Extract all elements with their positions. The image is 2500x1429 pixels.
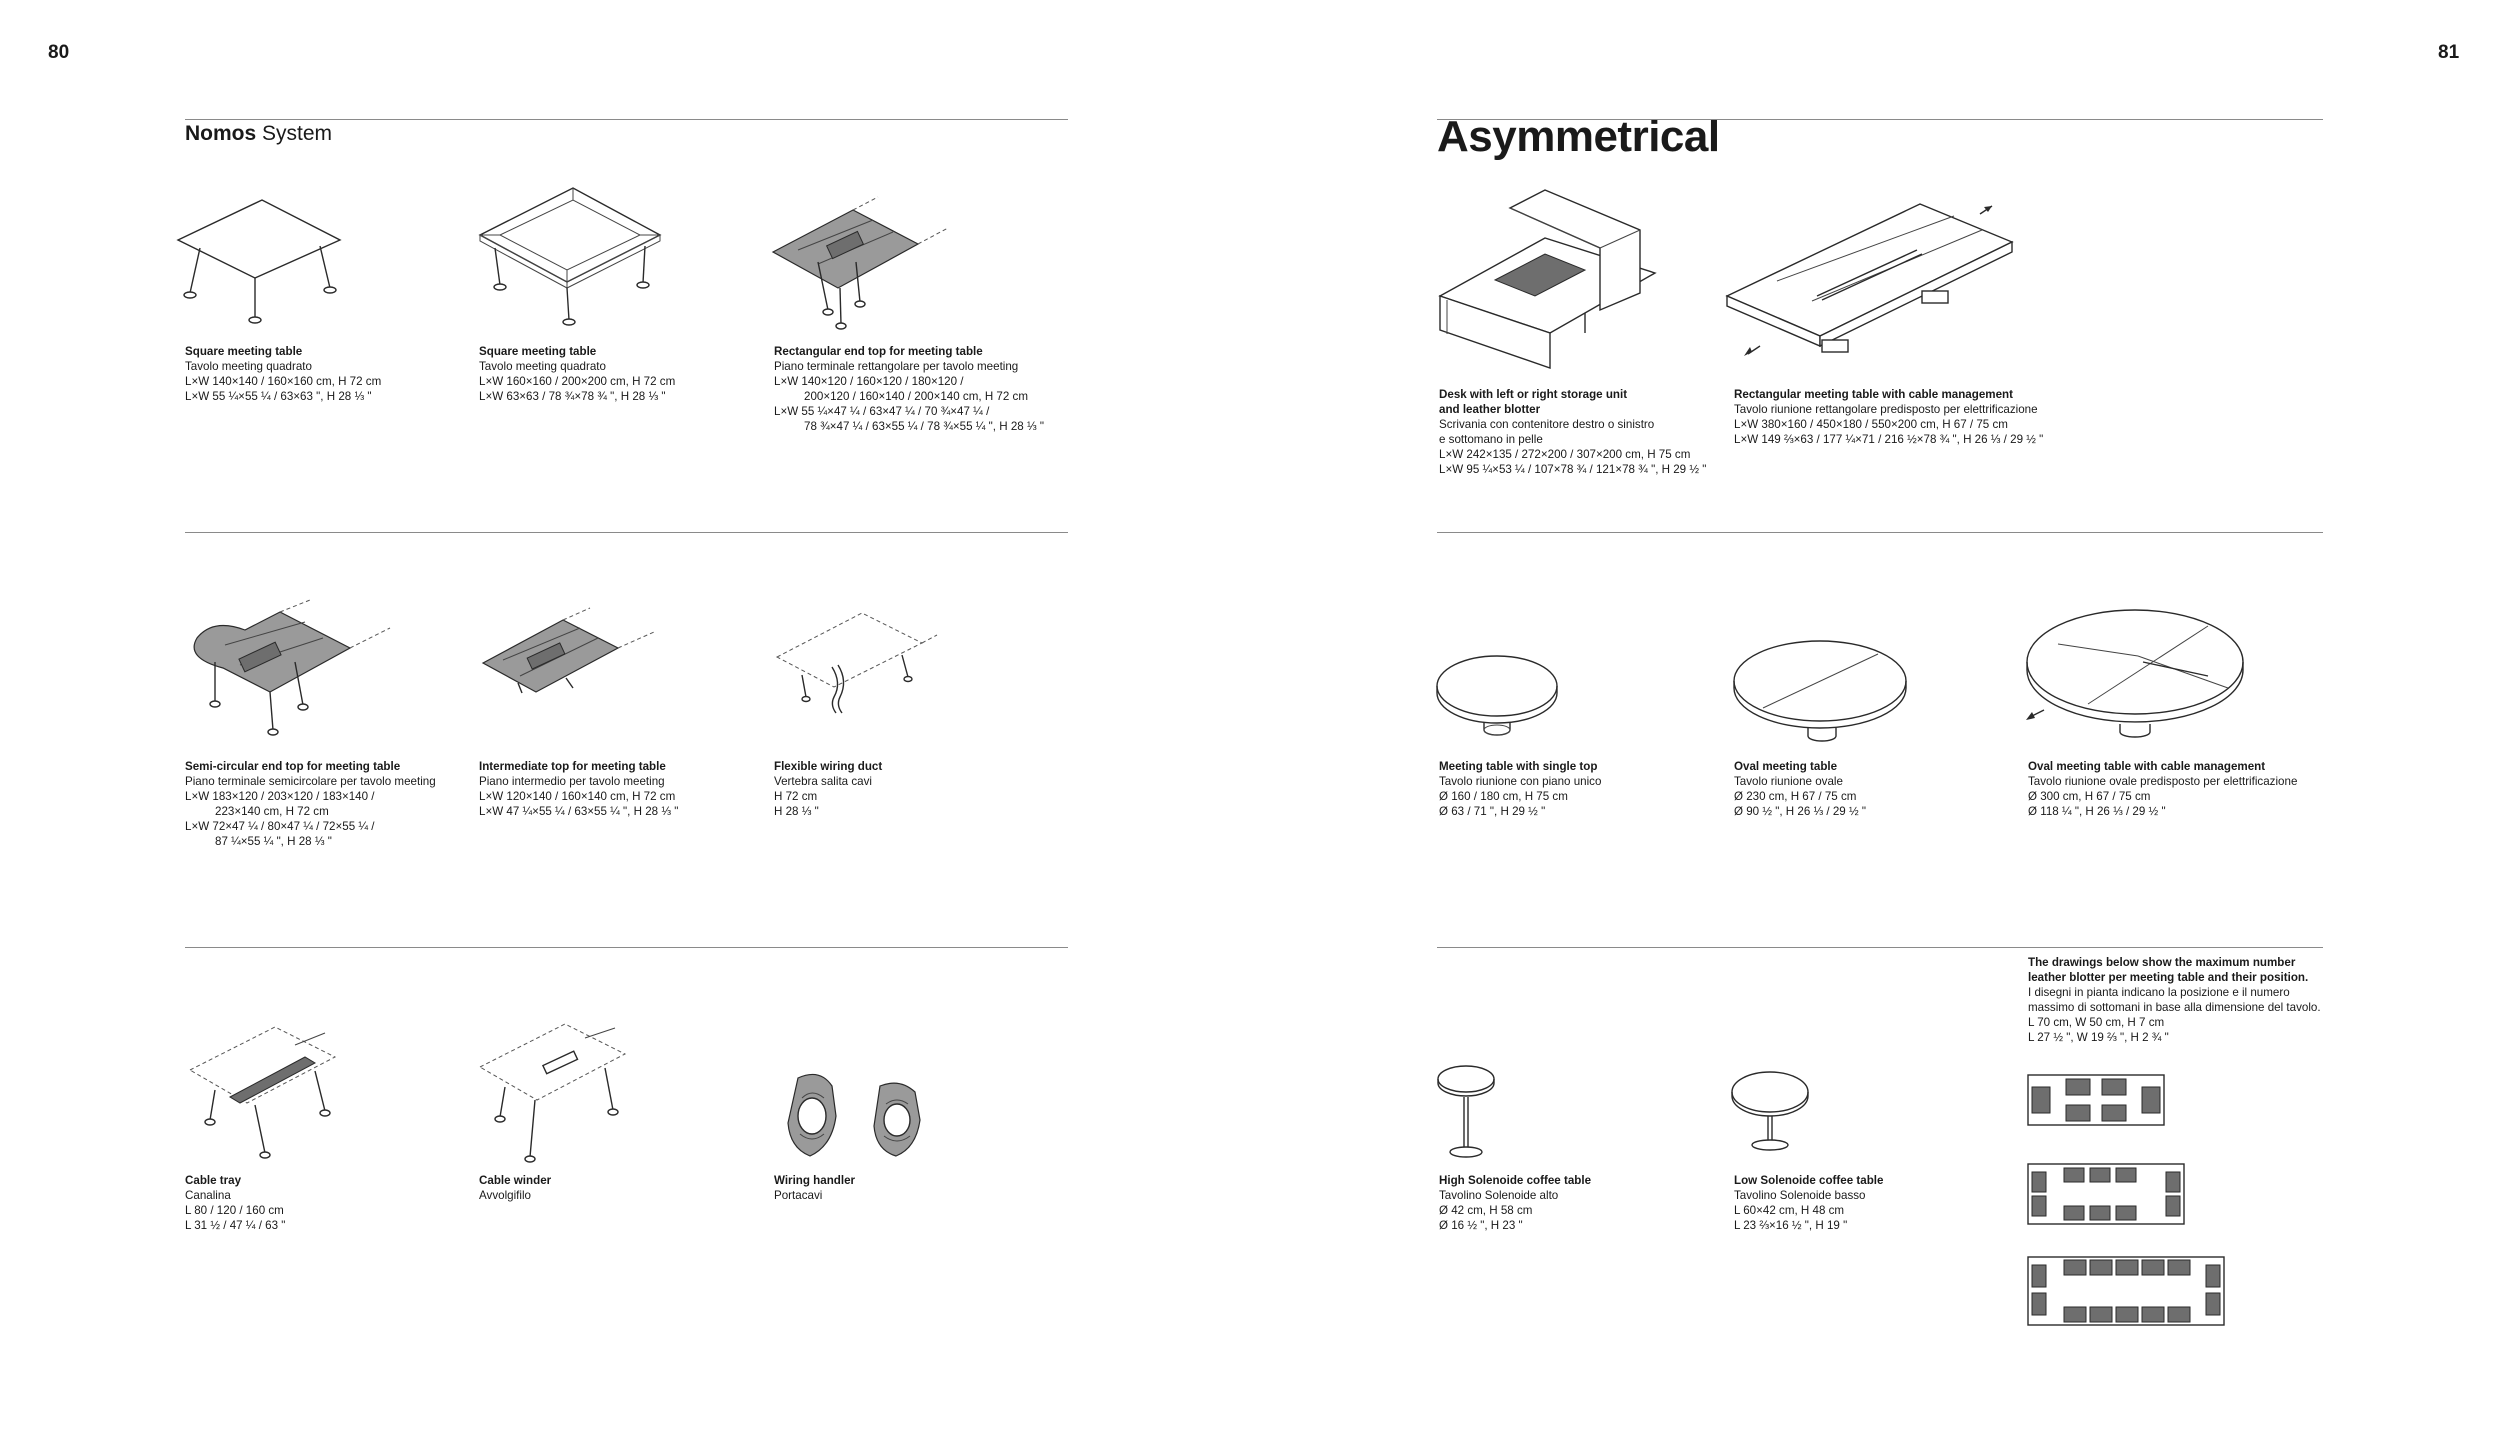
rule-left-mid xyxy=(185,532,1068,533)
caption-line: L×W 55 ¼×55 ¼ / 63×63 ", H 28 ⅓ " xyxy=(185,390,372,403)
caption-line: Canalina xyxy=(185,1189,231,1202)
square-table-140-drawing xyxy=(170,190,350,340)
caption-line: L×W 72×47 ¼ / 80×47 ¼ / 72×55 ¼ / xyxy=(185,820,375,833)
caption-cable-winder xyxy=(479,1173,551,1203)
caption-title: Cable winder xyxy=(479,1174,552,1187)
caption-title: Intermediate top for meeting table xyxy=(479,760,666,773)
rule-right-top xyxy=(1437,119,2323,120)
caption-line: H 28 ⅓ " xyxy=(774,805,819,818)
high-coffee-table-drawing xyxy=(1434,1063,1504,1163)
square-table-160-drawing xyxy=(475,180,665,340)
caption-line: Vertebra salita cavi xyxy=(774,775,872,788)
caption-square-table-140 xyxy=(185,344,381,404)
caption-line: Tavolino Solenoide alto xyxy=(1439,1189,1559,1202)
note-bold-line: leather blotter per meeting table and their position. xyxy=(2028,971,2309,984)
page-number-right: 81 xyxy=(2438,42,2460,63)
caption-line: L×W 140×120 / 160×120 / 180×120 / xyxy=(774,375,964,388)
low-coffee-table-drawing xyxy=(1728,1068,1818,1158)
caption-title: Low Solenoide coffee table xyxy=(1734,1174,1884,1187)
note-line: L 70 cm, W 50 cm, H 7 cm xyxy=(2028,1016,2165,1029)
caption-oval-table xyxy=(1734,759,1866,819)
caption-title: Wiring handler xyxy=(774,1174,856,1187)
page-title: Asymmetrical xyxy=(1437,112,1720,161)
caption-line: 223×140 cm, H 72 cm xyxy=(215,805,329,818)
caption-title: Oval meeting table with cable management xyxy=(2028,760,2266,773)
caption-line: Scrivania con contenitore destro o sinistro xyxy=(1439,418,1655,431)
caption-high-coffee-table xyxy=(1439,1173,1591,1233)
caption-line: Ø 63 / 71 ", H 29 ½ " xyxy=(1439,805,1546,818)
caption-line: 200×120 / 160×140 / 200×140 cm, H 72 cm xyxy=(804,390,1028,403)
caption-title: Oval meeting table xyxy=(1734,760,1838,773)
caption-title: Semi-circular end top for meeting table xyxy=(185,760,401,773)
oval-cable-table-drawing xyxy=(2018,604,2248,744)
caption-title: High Solenoide coffee table xyxy=(1439,1174,1592,1187)
caption-line: Piano terminale semicircolare per tavolo meeting xyxy=(185,775,436,788)
caption-line: H 72 cm xyxy=(774,790,818,803)
round-table-drawing xyxy=(1432,648,1562,743)
caption-line: Piano terminale rettangolare per tavolo meeting xyxy=(774,360,1019,373)
rectangular-meeting-table-drawing xyxy=(1722,196,2022,366)
caption-line: Ø 16 ½ ", H 23 " xyxy=(1439,1219,1523,1232)
rule-left-bottom xyxy=(185,947,1068,948)
cable-tray-drawing xyxy=(185,1015,360,1175)
caption-line: L×W 242×135 / 272×200 / 307×200 cm, H 75 cm xyxy=(1439,448,1691,461)
caption-line: Tavolo riunione ovale predisposto per elettrificazione xyxy=(2028,775,2298,788)
caption-line: L 80 / 120 / 160 cm xyxy=(185,1204,284,1217)
caption-line: L×W 95 ¼×53 ¼ / 107×78 ¾ / 121×78 ¾ ", H 29 ½ " xyxy=(1439,463,1707,476)
rule-left-top xyxy=(185,119,1068,120)
caption-line: L 23 ⅔×16 ½ ", H 19 " xyxy=(1734,1219,1848,1232)
cable-winder-drawing xyxy=(475,1012,650,1177)
caption-line: Ø 42 cm, H 58 cm xyxy=(1439,1204,1533,1217)
caption-line: L 31 ½ / 47 ¼ / 63 " xyxy=(185,1219,286,1232)
caption-title: Desk with left or right storage unit xyxy=(1439,388,1628,401)
caption-title: Square meeting table xyxy=(479,345,597,358)
wiring-handler-drawing xyxy=(780,1068,940,1168)
caption-line: Ø 160 / 180 cm, H 75 cm xyxy=(1439,790,1568,803)
caption-round-table xyxy=(1439,759,1601,819)
caption-title-line2: and leather blotter xyxy=(1439,403,1541,416)
note-line: L 27 ½ ", W 19 ⅔ ", H 2 ¾ " xyxy=(2028,1031,2169,1044)
caption-line: L×W 120×140 / 160×140 cm, H 72 cm xyxy=(479,790,676,803)
caption-line: L×W 183×120 / 203×120 / 183×140 / xyxy=(185,790,375,803)
caption-flexible-wiring-duct xyxy=(774,759,882,819)
blotter-note xyxy=(2028,955,2321,1045)
caption-line: L×W 47 ¼×55 ¼ / 63×55 ¼ ", H 28 ⅓ " xyxy=(479,805,679,818)
caption-line: Tavolo riunione ovale xyxy=(1734,775,1843,788)
blotter-plan-small xyxy=(2026,1073,2166,1128)
caption-cable-tray xyxy=(185,1173,285,1233)
intermediate-top-drawing xyxy=(478,608,668,708)
caption-line: L×W 140×140 / 160×160 cm, H 72 cm xyxy=(185,375,382,388)
caption-oval-cable-table xyxy=(2028,759,2297,819)
caption-line: Ø 230 cm, H 67 / 75 cm xyxy=(1734,790,1857,803)
caption-title: Rectangular end top for meeting table xyxy=(774,345,983,358)
caption-square-table-160 xyxy=(479,344,675,404)
caption-line: 78 ¾×47 ¼ / 63×55 ¼ / 78 ¾×55 ¼ ", H 28 ⅓ " xyxy=(804,420,1044,433)
flexible-wiring-duct-drawing xyxy=(772,605,942,720)
caption-line: Avvolgifilo xyxy=(479,1189,531,1202)
rule-right-bottom xyxy=(1437,947,2323,948)
caption-line: e sottomano in pelle xyxy=(1439,433,1543,446)
note-line: I disegni in pianta indicano la posizione e il numero xyxy=(2028,986,2290,999)
caption-line: Tavolo meeting quadrato xyxy=(479,360,606,373)
section-title-rest: System xyxy=(256,122,333,145)
caption-asymmetrical-desk xyxy=(1439,387,1706,477)
note-bold-line: The drawings below show the maximum number xyxy=(2028,956,2296,969)
caption-line: Ø 90 ½ ", H 26 ⅓ / 29 ½ " xyxy=(1734,805,1866,818)
oval-table-drawing xyxy=(1728,636,1913,746)
rectangular-end-top-drawing xyxy=(768,192,968,342)
caption-title: Rectangular meeting table with cable management xyxy=(1734,388,2013,401)
caption-rectangular-end-top xyxy=(774,344,1044,434)
caption-line: L×W 160×160 / 200×200 cm, H 72 cm xyxy=(479,375,676,388)
caption-line: L 60×42 cm, H 48 cm xyxy=(1734,1204,1845,1217)
caption-line: L×W 149 ⅔×63 / 177 ¼×71 / 216 ½×78 ¾ ", H 26 ⅓ / 29 ½ " xyxy=(1734,433,2044,446)
caption-line: L×W 380×160 / 450×180 / 550×200 cm, H 67 / 75 cm xyxy=(1734,418,2008,431)
note-line: massimo di sottomani in base alla dimensione del tavolo. xyxy=(2028,1001,2321,1014)
caption-line: L×W 55 ¼×47 ¼ / 63×47 ¼ / 70 ¾×47 ¼ / xyxy=(774,405,990,418)
caption-line: Tavolo riunione con piano unico xyxy=(1439,775,1602,788)
caption-intermediate-top xyxy=(479,759,678,819)
caption-line: Portacavi xyxy=(774,1189,823,1202)
caption-title: Cable tray xyxy=(185,1174,242,1187)
caption-line: Tavolo meeting quadrato xyxy=(185,360,312,373)
caption-title: Meeting table with single top xyxy=(1439,760,1598,773)
caption-title: Flexible wiring duct xyxy=(774,760,883,773)
page-number-left: 80 xyxy=(48,42,70,63)
caption-line: Piano intermedio per tavolo meeting xyxy=(479,775,665,788)
caption-wiring-handler xyxy=(774,1173,855,1203)
section-title xyxy=(185,122,332,146)
caption-rectangular-meeting-table xyxy=(1734,387,2043,447)
caption-line: L×W 63×63 / 78 ¾×78 ¾ ", H 28 ⅓ " xyxy=(479,390,666,403)
caption-line: 87 ¼×55 ¼ ", H 28 ⅓ " xyxy=(215,835,332,848)
blotter-plan-medium xyxy=(2026,1162,2186,1227)
caption-low-coffee-table xyxy=(1734,1173,1883,1233)
semi-circular-end-top-drawing xyxy=(185,600,395,750)
rule-right-mid xyxy=(1437,532,2323,533)
caption-line: Ø 300 cm, H 67 / 75 cm xyxy=(2028,790,2151,803)
asymmetrical-desk-drawing xyxy=(1435,188,1665,378)
caption-line: Tavolo riunione rettangolare predisposto per elettrificazione xyxy=(1734,403,2038,416)
blotter-plan-large xyxy=(2026,1255,2226,1327)
caption-line: Ø 118 ¼ ", H 26 ⅓ / 29 ½ " xyxy=(2028,805,2166,818)
caption-line: Tavolino Solenoide basso xyxy=(1734,1189,1866,1202)
caption-semi-circular-end-top xyxy=(185,759,436,849)
caption-title: Square meeting table xyxy=(185,345,303,358)
brand-name: Nomos xyxy=(185,122,257,145)
